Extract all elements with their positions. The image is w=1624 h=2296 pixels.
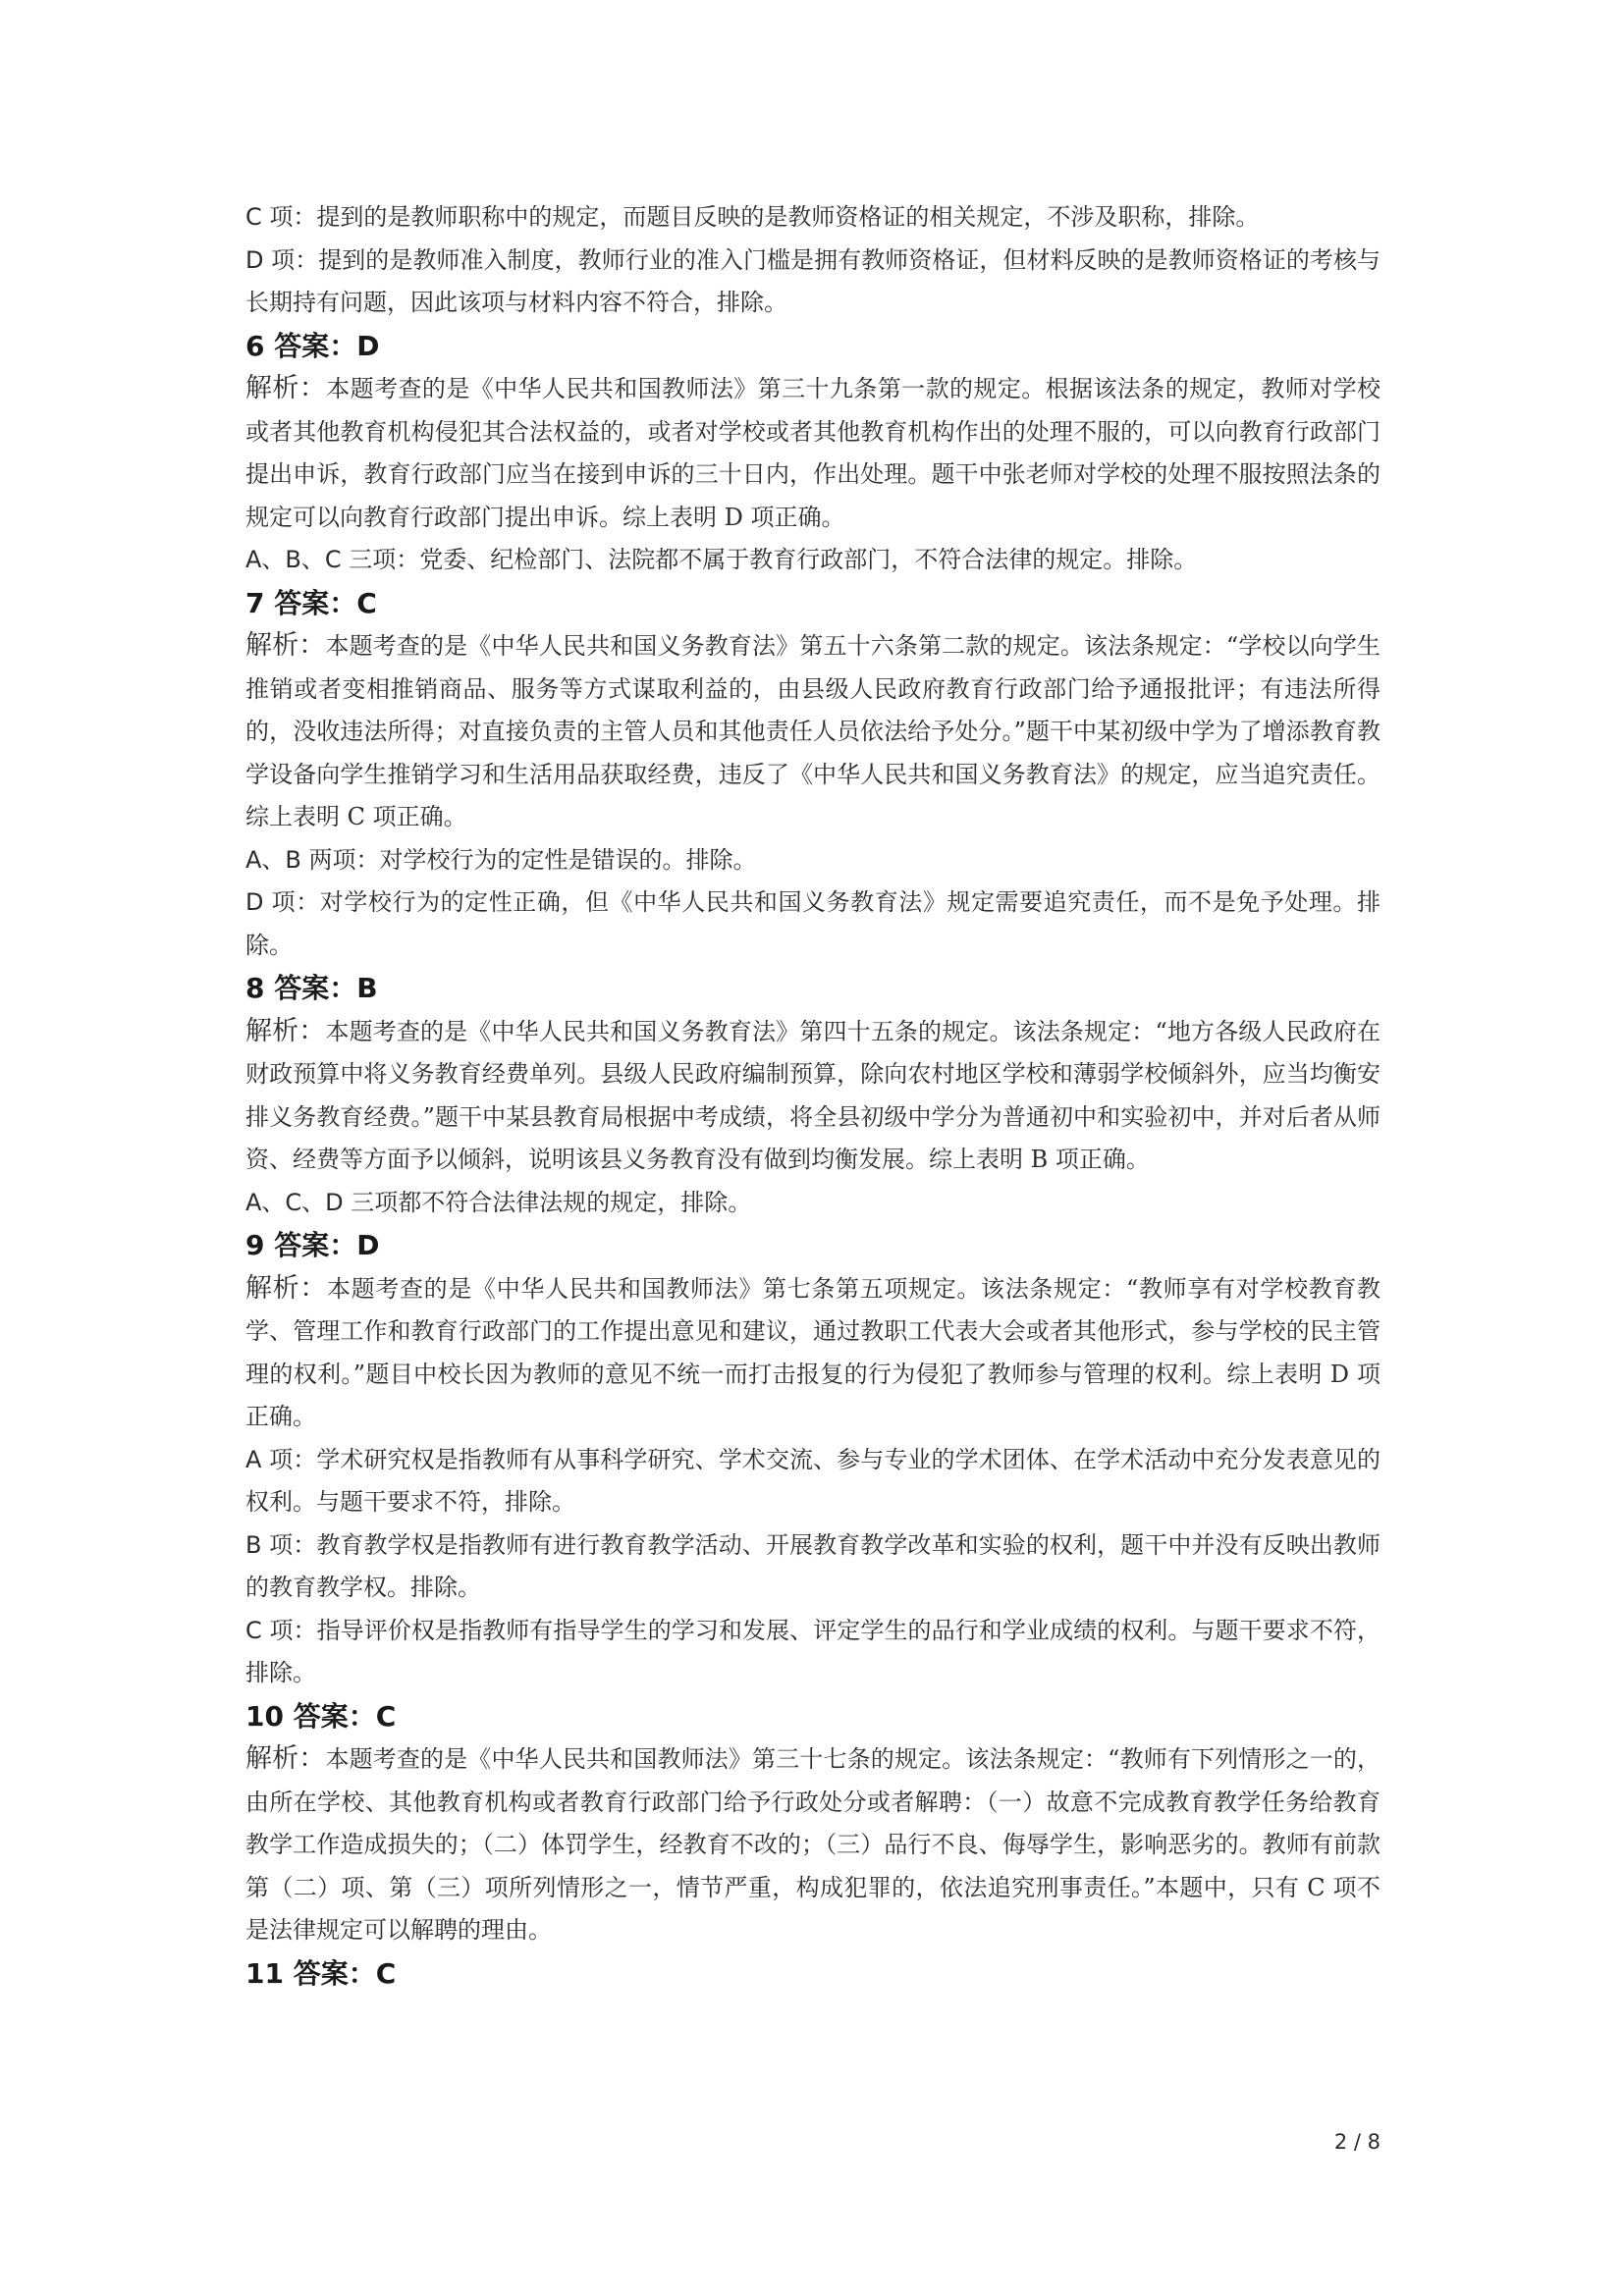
option-paragraph: D 项：提到的是教师准入制度，教师行业的准入门槛是拥有教师资格证，但材料反映的是教师资格证的考核与长期持有问题，因此该项与材料内容不符合，排除。 xyxy=(245,245,1380,316)
analysis-paragraph xyxy=(245,1010,1380,1182)
analysis-label: 解析： xyxy=(245,630,326,661)
analysis-text: 本题考查的是《中华人民共和国义务教育法》第五十六条第二款的规定。该法条规定：“学校以向学生推销或者变相推销商品、服务等方式谋取利益的，由县级人民政府教育行政部门给予通报批评；有违法所得的，没收违法所得；对直接负责的主管人员和其他责任人员依法给予处分。”题干中某初级中学为了增添教育教学设备向学生推销学习和生活用品获取经费，违反了《中华人民共和国义务教育法》的规定，应当追究责任。综上表明 C 项正确。 xyxy=(245,632,1380,830)
document-body xyxy=(245,196,1380,1995)
analysis-label: 解析： xyxy=(245,1015,326,1046)
analysis-text: 本题考查的是《中华人民共和国教师法》第三十七条的规定。该法条规定：“教师有下列情形之一的，由所在学校、其他教育机构或者教育行政部门给予行政处分或者解聘：（一）故意不完成教育教学任务给教育教学工作造成损失的；（二）体罚学生，经教育不改的；（三）品行不良、侮辱学生，影响恶劣的。教师有前款第（二）项、第（三）项所列情形之一，情节严重，构成犯罪的，依法追究刑事责任。”本题中，只有 C 项不是法律规定可以解聘的理由。 xyxy=(245,1745,1380,1944)
answer-heading: 11 答案：C xyxy=(245,1956,397,1990)
analysis-paragraph xyxy=(245,624,1380,839)
option-paragraph: D 项：对学校行为的定性正确，但《中华人民共和国义务教育法》规定需要追究责任，而不是免予处理。排除。 xyxy=(245,888,1380,959)
option-paragraph: A、B 两项：对学校行为的定性是错误的。排除。 xyxy=(245,845,757,874)
analysis-text: 本题考查的是《中华人民共和国教师法》第七条第五项规定。该法条规定：“教师享有对学校教育教学、管理工作和教育行政部门的工作提出意见和建议，通过教职工代表大会或者其他形式，参与学校的民主管理的权利。”题目中校长因为教师的意见不统一而打击报复的行为侵犯了教师参与管理的权利。综上表明 D 项正确。 xyxy=(245,1274,1380,1430)
analysis-label: 解析： xyxy=(245,1743,326,1774)
answer-heading: 10 答案：C xyxy=(245,1699,397,1733)
analysis-paragraph xyxy=(245,1267,1380,1439)
analysis-text: 本题考查的是《中华人民共和国义务教育法》第四十五条的规定。该法条规定：“地方各级人民政府在财政预算中将义务教育经费单列。县级人民政府编制预算，除向农村地区学校和薄弱学校倾斜外，应当均衡安排义务教育经费。”题干中某县教育局根据中考成绩，将全县初级中学分为普通初中和实验初中，并对后者从师资、经费等方面予以倾斜，说明该县义务教育没有做到均衡发展。综上表明 B 项正确。 xyxy=(245,1017,1380,1173)
analysis-label: 解析： xyxy=(245,1272,328,1304)
option-paragraph: B 项：教育教学权是指教师有进行教育教学活动、开展教育教学改革和实验的权利，题干中并没有反映出教师的教育教学权。排除。 xyxy=(245,1530,1380,1601)
answer-heading: 9 答案：D xyxy=(245,1229,380,1261)
option-paragraph: A 项：学术研究权是指教师有从事科学研究、学术交流、参与专业的学术团体、在学术活动中充分发表意见的权利。与题干要求不符，排除。 xyxy=(245,1445,1380,1516)
analysis-paragraph xyxy=(245,1737,1380,1952)
option-paragraph: C 项：提到的是教师职称中的规定，而题目反映的是教师资格证的相关规定，不涉及职称，排除。 xyxy=(245,203,1260,231)
option-paragraph: A、C、D 三项都不符合法律法规的规定，排除。 xyxy=(245,1188,752,1216)
analysis-text: 本题考查的是《中华人民共和国教师法》第三十九条第一款的规定。根据该法条的规定，教师对学校或者其他教育机构侵犯其合法权益的，或者对学校或者其他教育机构作出的处理不服的，可以向教育行政部门提出申诉，教育行政部门应当在接到申诉的三十日内，作出处理。题干中张老师对学校的处理不服按照法条的规定可以向教育行政部门提出申诉。综上表明 D 项正确。 xyxy=(245,375,1381,531)
option-paragraph: C 项：指导评价权是指教师有指导学生的学习和发展、评定学生的品行和学业成绩的权利。与题干要求不符，排除。 xyxy=(245,1616,1380,1686)
answer-heading: 7 答案：C xyxy=(245,586,377,619)
option-paragraph: A、B、C 三项：党委、纪检部门、法院都不属于教育行政部门，不符合法律的规定。排除。 xyxy=(245,546,1198,573)
page-number: 2 / 8 xyxy=(1333,2130,1380,2154)
answer-heading: 6 答案：D xyxy=(245,329,380,362)
answer-heading: 8 答案：B xyxy=(245,972,378,1004)
analysis-paragraph xyxy=(245,367,1380,539)
analysis-label: 解析： xyxy=(245,373,327,403)
